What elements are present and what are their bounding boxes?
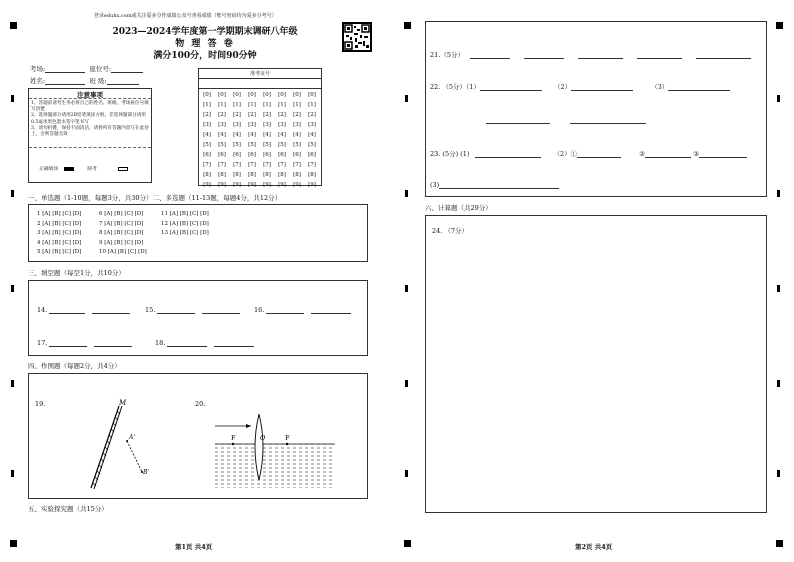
exam-id-digit-bubble[interactable]: [8]: [308, 172, 316, 178]
exam-room-label: 考场:: [30, 65, 46, 73]
exam-id-digit-bubble[interactable]: [9]: [233, 182, 241, 188]
q19-label: 19.: [35, 400, 46, 408]
exam-id-digit-grid[interactable]: [201, 90, 321, 186]
mirror-diagram: [79, 394, 169, 494]
choice-box: [28, 204, 368, 262]
side-mark: [11, 470, 14, 477]
name-field[interactable]: [30, 76, 139, 85]
exam-id-digit-bubble[interactable]: [0]: [278, 92, 286, 98]
exam-id-digit-bubble[interactable]: [2]: [308, 112, 316, 118]
exam-id-digit-bubble[interactable]: [6]: [218, 152, 226, 158]
point-b-label: B': [143, 469, 150, 476]
corner-mark: [404, 22, 411, 29]
q20-label: 20.: [195, 400, 206, 408]
exam-id-digit-bubble[interactable]: [7]: [293, 162, 301, 168]
corner-mark: [10, 540, 17, 547]
fill-section-title: 三、填空题（每空1分，共10分）: [28, 269, 125, 277]
corner-mark: [10, 22, 17, 29]
exam-id-digit-bubble[interactable]: [3]: [308, 122, 316, 128]
page-subtitle: 物 理 答 卷: [175, 39, 235, 49]
choice-question[interactable]: 1 [A] [B] [C] [D]: [37, 211, 82, 217]
exam-id-digit-bubble[interactable]: [0]: [218, 92, 226, 98]
exam-id-digit-bubble[interactable]: [4]: [248, 132, 256, 138]
q23-3-row[interactable]: (3): [430, 181, 559, 189]
exam-id-digit-bubble[interactable]: [9]: [218, 182, 226, 188]
exam-id-digit-bubble[interactable]: [1]: [263, 102, 271, 108]
choice-question[interactable]: 7 [A] [B] [C] [D]: [99, 220, 144, 227]
exam-id-digit-bubble[interactable]: [6]: [308, 152, 316, 158]
exam-id-digit-bubble[interactable]: [2]: [248, 112, 256, 118]
exam-id-digit-bubble[interactable]: [4]: [263, 132, 271, 138]
page-title: 2023—2024学年度第一学期期末调研八年级: [112, 27, 298, 37]
choice-question[interactable]: 3 [A] [B] [C] [D]: [37, 230, 82, 236]
exam-id-digit-bubble[interactable]: [8]: [203, 172, 211, 178]
exam-id-digit-bubble[interactable]: [0]: [248, 92, 256, 98]
exam-id-digit-bubble[interactable]: [1]: [293, 102, 301, 108]
exam-id-digit-bubble[interactable]: [0]: [263, 92, 271, 98]
exam-room-field[interactable]: [30, 64, 143, 73]
q23-row[interactable]: 23. (5分) (1) （2）① ② ③: [430, 149, 747, 158]
exam-id-digit-bubble[interactable]: [9]: [308, 182, 316, 188]
exam-id-digit-bubble[interactable]: [8]: [278, 172, 286, 178]
exam-id-column[interactable]: [291, 90, 303, 190]
exam-id-digit-bubble[interactable]: [7]: [233, 162, 241, 168]
focus-right-label: F: [285, 434, 290, 442]
exam-id-digit-bubble[interactable]: [7]: [263, 162, 271, 168]
exam-id-digit-bubble[interactable]: [9]: [248, 182, 256, 188]
exam-id-label: 准考证号: [199, 69, 321, 79]
exam-id-digit-bubble[interactable]: [1]: [278, 102, 286, 108]
q18-row[interactable]: 18.: [155, 339, 254, 347]
notes-text: 1、答题前请考生务必将自己的姓名、班级、考场座位号填写清楚 2、选择题部分请用2B铅笔填涂方框，非选择题部分请用0.5毫米黑色墨水签字笔书写 3、请勿折叠，保持卡面清洁，请将所有答题内容写在此卷上，否则答题无效: [31, 101, 149, 138]
exam-id-column[interactable]: [201, 90, 213, 190]
exam-id-column[interactable]: [231, 90, 243, 190]
notes-title: 注意事项: [77, 91, 103, 99]
exam-id-digit-bubble[interactable]: [4]: [293, 132, 301, 138]
page2-footer: 第2页 共4页: [575, 543, 613, 551]
exam-id-digit-bubble[interactable]: [6]: [233, 152, 241, 158]
lens-diagram: [215, 414, 337, 488]
side-mark: [11, 190, 14, 197]
side-mark: [405, 285, 408, 292]
exam-id-digit-bubble[interactable]: [2]: [233, 112, 241, 118]
choice-question[interactable]: 13 [A] [B] [C] [D]: [161, 230, 209, 236]
exam-id-digit-bubble[interactable]: [3]: [293, 122, 301, 128]
q14-row[interactable]: 14.: [37, 306, 130, 314]
exam-id-digit-bubble[interactable]: [6]: [248, 152, 256, 158]
exam-id-digit-bubble[interactable]: [3]: [263, 122, 271, 128]
exam-id-digit-bubble[interactable]: [0]: [308, 92, 316, 98]
side-mark: [777, 190, 780, 197]
exam-id-digit-bubble[interactable]: [9]: [293, 182, 301, 188]
side-mark: [405, 470, 408, 477]
exam-id-digit-bubble[interactable]: [8]: [218, 172, 226, 178]
exam-id-digit-bubble[interactable]: [7]: [308, 162, 316, 168]
exam-id-column[interactable]: [216, 90, 228, 190]
exam-id-digit-bubble[interactable]: [9]: [278, 182, 286, 188]
exam-id-digit-bubble[interactable]: [6]: [203, 152, 211, 158]
exam-id-digit-bubble[interactable]: [4]: [233, 132, 241, 138]
exam-id-digit-bubble[interactable]: [5]: [218, 142, 226, 148]
absent-checkbox[interactable]: [118, 167, 128, 171]
choice-question[interactable]: 10 [A] [B] [C] [D]: [99, 249, 147, 255]
exam-id-digit-bubble[interactable]: [9]: [263, 182, 271, 188]
exam-id-digit-bubble[interactable]: [8]: [263, 172, 271, 178]
choice-question[interactable]: 2 [A] [B] [C] [D]: [37, 220, 82, 227]
exam-id-digit-bubble[interactable]: [8]: [293, 172, 301, 178]
exam-id-digit-bubble[interactable]: [3]: [218, 122, 226, 128]
exam-id-digit-bubble[interactable]: [5]: [263, 142, 271, 148]
exam-id-digit-bubble[interactable]: [2]: [218, 112, 226, 118]
q17-row[interactable]: 17.: [37, 339, 132, 347]
side-mark: [777, 380, 780, 387]
exam-id-digit-bubble[interactable]: [5]: [203, 142, 211, 148]
exam-id-digit-bubble[interactable]: [1]: [203, 102, 211, 108]
exam-id-digit-bubble[interactable]: [3]: [278, 122, 286, 128]
exam-id-digit-bubble[interactable]: [7]: [278, 162, 286, 168]
side-mark: [11, 285, 14, 292]
name-label: 姓名:: [30, 77, 46, 85]
exam-id-box: [198, 68, 322, 186]
exam-id-column[interactable]: [306, 90, 318, 190]
exam-id-column[interactable]: [261, 90, 273, 190]
exam-id-digit-bubble[interactable]: [3]: [248, 122, 256, 128]
choice-question[interactable]: 4 [A] [B] [C] [D]: [37, 239, 82, 246]
exam-id-digit-bubble[interactable]: [5]: [278, 142, 286, 148]
exam-id-digit-bubble[interactable]: [3]: [233, 122, 241, 128]
fill-legend: 正确填涂 缺考: [39, 165, 128, 172]
side-mark: [11, 380, 14, 387]
exam-id-column[interactable]: [246, 90, 258, 190]
page1-footer: 第1页 共4页: [175, 543, 213, 551]
notes-box: [28, 88, 152, 183]
exam-id-digit-bubble[interactable]: [9]: [203, 182, 211, 188]
choice-question[interactable]: 5 [A] [B] [C] [D]: [37, 249, 82, 255]
side-mark: [777, 470, 780, 477]
choice-section-title: 一、单选题（1-10题，每题3分，共30分）二、多选题（11-13题，每题4分，共12分）: [28, 194, 282, 202]
experiment-box: [425, 21, 767, 197]
corner-mark: [404, 540, 411, 547]
focus-left-label: F: [231, 434, 236, 442]
exam-id-digit-bubble[interactable]: [0]: [203, 92, 211, 98]
corner-mark: [776, 540, 783, 547]
exam-id-digit-bubble[interactable]: [6]: [263, 152, 271, 158]
exam-id-digit-bubble[interactable]: [4]: [308, 132, 316, 138]
fill-box: [28, 280, 368, 356]
exam-id-digit-bubble[interactable]: [6]: [278, 152, 286, 158]
drawing-box: [28, 373, 368, 499]
side-mark: [777, 95, 780, 102]
exam-id-digit-bubble[interactable]: [1]: [233, 102, 241, 108]
exam-id-digit-bubble[interactable]: [1]: [248, 102, 256, 108]
experiment-section-title: 五、实验探究题（共15分）: [28, 505, 108, 513]
login-notice: 登录eduhx.com或关注爱多分作成绩公众号查看成绩（账号密码均为爱多分考号）: [94, 13, 277, 19]
exam-id-digit-bubble[interactable]: [5]: [308, 142, 316, 148]
exam-id-digit-bubble[interactable]: [4]: [218, 132, 226, 138]
q21-row[interactable]: 21.（5分）: [430, 50, 751, 59]
exam-id-digit-bubble[interactable]: [2]: [263, 112, 271, 118]
exam-id-digit-bubble[interactable]: [6]: [293, 152, 301, 158]
choice-question[interactable]: 8 [A] [B] [C] [D]: [99, 230, 144, 236]
exam-id-digit-bubble[interactable]: [1]: [218, 102, 226, 108]
score-time: 满分100分，时间90分钟: [153, 51, 257, 61]
exam-id-digit-bubble[interactable]: [1]: [308, 102, 316, 108]
exam-id-digit-bubble[interactable]: [7]: [218, 162, 226, 168]
exam-id-digit-bubble[interactable]: [8]: [233, 172, 241, 178]
q16-row[interactable]: 16.: [254, 306, 351, 314]
exam-id-column[interactable]: [276, 90, 288, 190]
side-mark: [405, 190, 408, 197]
exam-id-digit-bubble[interactable]: [8]: [248, 172, 256, 178]
exam-id-digit-bubble[interactable]: [4]: [278, 132, 286, 138]
side-mark: [405, 95, 408, 102]
side-mark: [11, 95, 14, 102]
class-label: 班 级:: [89, 77, 107, 85]
choice-question[interactable]: 12 [A] [B] [C] [D]: [161, 220, 209, 227]
qr-code: [342, 22, 372, 52]
choice-question[interactable]: 6 [A] [B] [C] [D]: [99, 211, 144, 217]
corner-mark: [776, 22, 783, 29]
q22-extra-row[interactable]: [486, 116, 646, 124]
q15-row[interactable]: 15.: [145, 306, 240, 314]
exam-id-digit-bubble[interactable]: [2]: [293, 112, 301, 118]
exam-id-digit-bubble[interactable]: [0]: [233, 92, 241, 98]
exam-id-digit-bubble[interactable]: [3]: [203, 122, 211, 128]
center-label: O: [260, 434, 266, 442]
side-mark: [777, 285, 780, 292]
exam-id-digit-bubble[interactable]: [5]: [248, 142, 256, 148]
choice-question[interactable]: 9 [A] [B] [C] [D]: [99, 239, 144, 246]
exam-id-digit-bubble[interactable]: [5]: [293, 142, 301, 148]
seat-label: 座位号:: [89, 65, 112, 73]
drawing-section-title: 四、作图题（每题2分，共4分）: [28, 362, 121, 370]
exam-id-digit-bubble[interactable]: [4]: [203, 132, 211, 138]
mirror-label: M: [119, 399, 127, 407]
exam-id-digit-bubble[interactable]: [2]: [278, 112, 286, 118]
exam-id-digit-bubble[interactable]: [7]: [203, 162, 211, 168]
q24-label: 24. （7分）: [432, 227, 469, 235]
point-a-label: A': [129, 434, 135, 441]
exam-id-digit-bubble[interactable]: [7]: [248, 162, 256, 168]
calc-section-title: 六、计算题（共29分）: [425, 204, 492, 212]
exam-id-digit-bubble[interactable]: [5]: [233, 142, 241, 148]
exam-id-digit-bubble[interactable]: [2]: [203, 112, 211, 118]
side-mark: [405, 380, 408, 387]
exam-id-digit-bubble[interactable]: [0]: [293, 92, 301, 98]
q22-row[interactable]: 22. （5分）（1） （2） （3）: [430, 82, 730, 91]
calc-box[interactable]: [425, 215, 767, 513]
choice-question[interactable]: 11 [A] [B] [C] [D]: [161, 211, 209, 217]
